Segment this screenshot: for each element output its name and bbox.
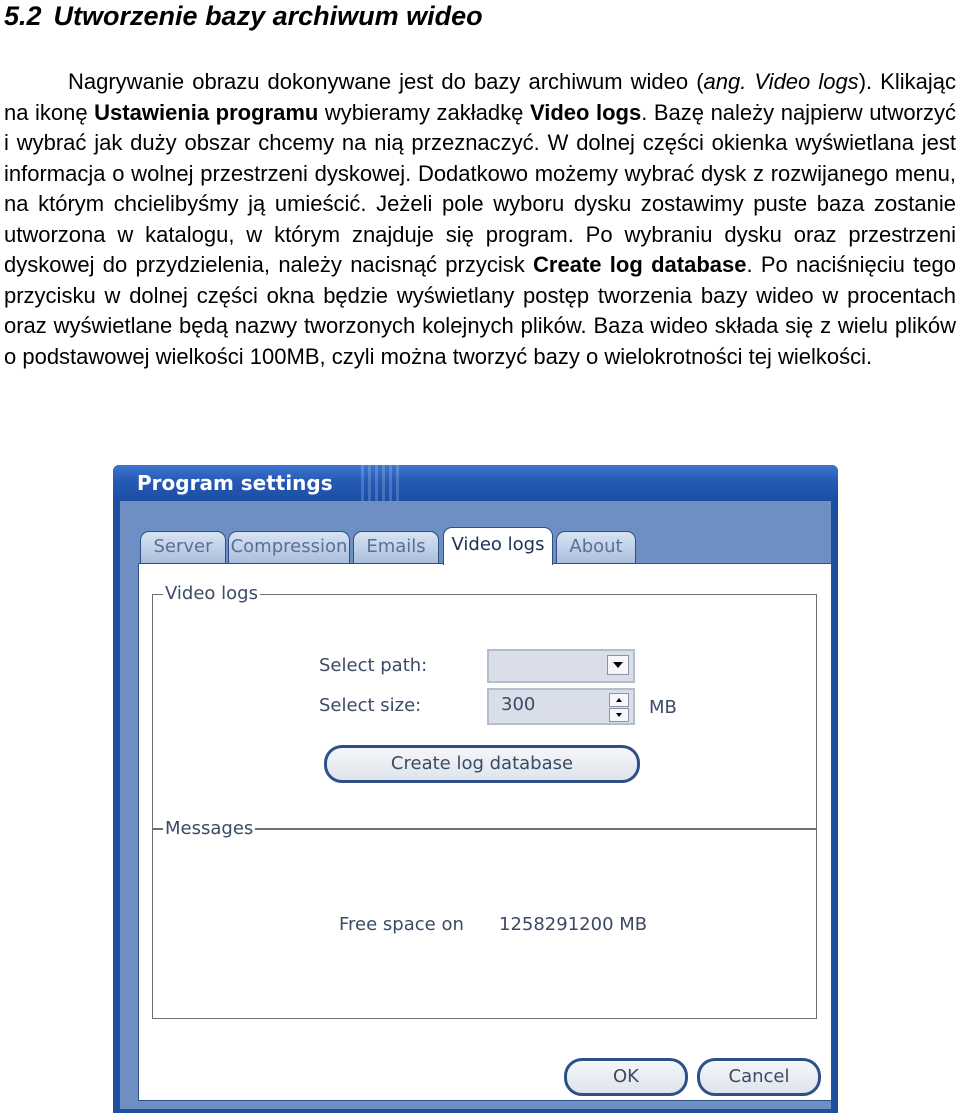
chevron-down-icon[interactable] (607, 655, 629, 675)
window-client-area (120, 501, 831, 1109)
tab-about[interactable]: About (556, 531, 636, 563)
size-unit-label: MB (649, 697, 677, 718)
video-logs-legend: Video logs (165, 583, 258, 604)
window-titlebar[interactable] (113, 465, 838, 501)
tab-video-logs[interactable]: Video logs (443, 527, 553, 565)
select-path-label: Select path: (319, 655, 428, 676)
cancel-button[interactable]: Cancel (697, 1058, 821, 1096)
section-title: Utworzenie bazy archiwum wideo (53, 1, 483, 31)
para-text-4: . Bazę należy najpierw utworzyć i wybrać jak duży obszar chcemy na nią przeznaczyć. W dolnej części okienka wyświetlana jest informacja o wolnej przestrzeni dyskowej. Dodatkowo możemy wybrać dysk z rozwijanego menu, na którym chcielibyśmy ją umieścić. Jeżeli pole wyboru dysku zostawimy puste baza zostanie utworzona w katalogu, w którym znajduje się program. Po wybraniu dysku oraz przestrzeni dyskowej do przydzielenia, należy nacisnąć przycisk (4, 99, 956, 277)
para-text-2: ). Klikając na ikonę (4, 69, 956, 125)
window-title: Program settings (137, 471, 333, 495)
section-heading (4, 0, 483, 32)
para-text-3: wybieramy zakładkę (318, 99, 530, 125)
para-bold-create: Create log database (533, 252, 747, 277)
spin-up-icon[interactable] (609, 693, 629, 707)
free-space-label: Free space on (339, 914, 464, 935)
para-bold-settings: Ustawienia programu (94, 99, 319, 125)
spin-down-icon[interactable] (609, 708, 629, 722)
program-settings-window (113, 465, 838, 1113)
video-logs-group (152, 583, 817, 829)
tab-panel-video-logs (138, 563, 832, 1101)
para-text-5: . Po naciśnięciu tego przycisku w dolnej części okna będzie wyświetlany postęp tworzenia bazy wideo w procentach oraz wyświetlane będą nazwy tworzonych kolejnych plików. Baza wideo składa się z wielu plików o podstawowej wielkości 100MB, czyli można tworzyć bazy o wielokrotności tej wielkości. (4, 252, 956, 369)
messages-legend: Messages (165, 818, 254, 839)
ok-button[interactable]: OK (564, 1058, 688, 1096)
select-size-spinbox[interactable] (487, 688, 635, 725)
messages-group (152, 818, 817, 1019)
tab-emails[interactable]: Emails (353, 531, 439, 563)
create-log-database-button[interactable]: Create log database (324, 745, 640, 783)
select-size-label: Select size: (319, 695, 422, 716)
body-paragraph (4, 67, 956, 372)
para-text-1: Nagrywanie obrazu dokonywane jest do bazy archiwum wideo ( (68, 69, 704, 94)
para-bold-video-logs: Video logs (529, 99, 642, 125)
para-italic-term: ang. Video logs (703, 69, 859, 94)
select-path-dropdown[interactable] (487, 649, 635, 683)
titlebar-grip (361, 465, 401, 501)
section-number: 5.2 (4, 1, 42, 31)
free-space-value: 1258291200 MB (499, 914, 648, 935)
select-size-value: 300 (501, 694, 536, 715)
tab-compression[interactable]: Compression (228, 531, 350, 563)
tab-server[interactable]: Server (140, 531, 226, 563)
spin-buttons (609, 693, 629, 723)
